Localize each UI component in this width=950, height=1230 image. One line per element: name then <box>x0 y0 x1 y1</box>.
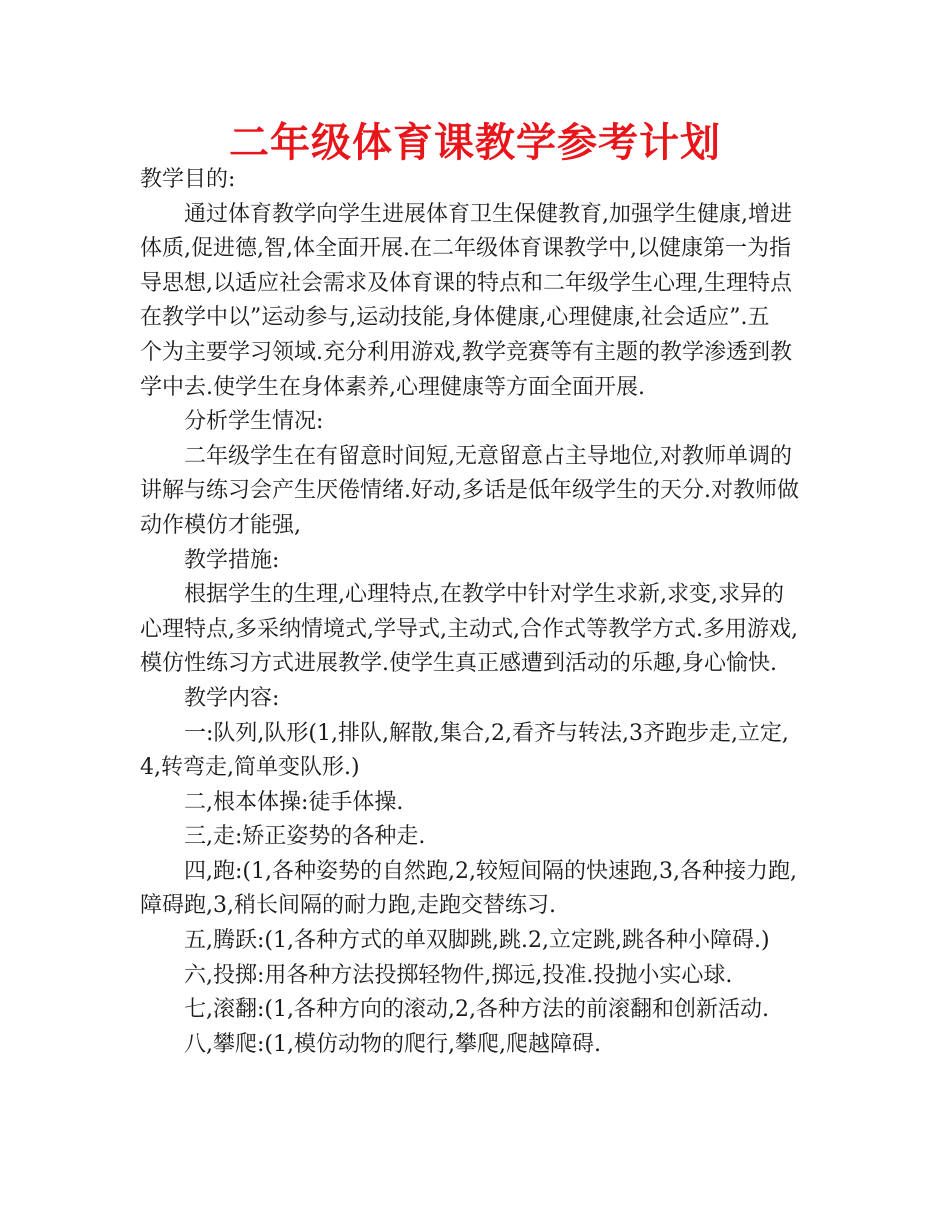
page-title: 二年级体育课教学参考计划 <box>229 120 721 166</box>
text-line: 心理特点,多采纳情境式,学导式,主动式,合作式等教学方式.多用游戏, <box>140 616 798 642</box>
text-line: 模仿性练习方式进展教学.使学生真正感遭到活动的乐趣,身心愉快. <box>140 651 777 677</box>
document-body <box>140 163 820 1062</box>
text-line: 教学内容: <box>184 685 280 711</box>
text-line: 八,攀爬:(1,模仿动物的爬行,攀爬,爬越障碍. <box>184 1031 601 1057</box>
text-line: 六,投掷:用各种方法投掷轻物件,掷远,投准.投抛小实心球. <box>184 962 733 988</box>
text-line: 4,转弯走,简单变队形.) <box>140 755 360 781</box>
text-line: 二,根本体操:徒手体操. <box>184 789 404 815</box>
text-line: 在教学中以”运动参与,运动技能,身体健康,心理健康,社会适应”.五 <box>140 305 770 331</box>
text-line: 体质,促进德,智,体全面开展.在二年级体育课教学中,以健康第一为指 <box>140 236 791 262</box>
text-line: 七,滚翻:(1,各种方向的滚动,2,各种方法的前滚翻和创新活动. <box>184 997 769 1023</box>
text-line: 障碍跑,3,稍长间隔的耐力跑,走跑交替练习. <box>140 893 556 919</box>
text-line: 三,走:矫正姿势的各种走. <box>184 824 426 850</box>
text-line: 四,跑:(1,各种姿势的自然跑,2,较短间隔的快速跑,3,各种接力跑, <box>184 858 797 884</box>
text-line: 教学目的: <box>140 167 236 192</box>
text-line: 个为主要学习领域.充分利用游戏,教学竞赛等有主题的教学渗透到教 <box>140 339 792 365</box>
text-line: 通过体育教学向学生进展体育卫生保健教育,加强学生健康,增进 <box>184 201 792 227</box>
text-line: 一:队列,队形(1,排队,解散,集合,2,看齐与转法,3齐跑步走,立定, <box>184 720 789 746</box>
text-line: 导思想,以适应社会需求及体育课的特点和二年级学生心理,生理特点 <box>140 270 792 296</box>
text-line: 根据学生的生理,心理特点,在教学中针对学生求新,求变,求异的 <box>184 582 784 608</box>
text-line: 讲解与练习会产生厌倦情绪.好动,多话是低年级学生的天分.对教师做 <box>140 478 799 504</box>
text-line: 分析学生情况: <box>184 409 324 435</box>
text-line: 五,腾跃:(1,各种方式的单双脚跳,跳.2,立定跳,跳各种小障碍.) <box>184 928 770 954</box>
text-line: 教学措施: <box>184 547 280 573</box>
text-line: 动作模仿才能强, <box>140 512 301 538</box>
text-line: 学中去.使学生在身体素养,心理健康等方面全面开展. <box>140 374 645 400</box>
text-line: 二年级学生在有留意时间短,无意留意占主导地位,对教师单调的 <box>184 443 792 469</box>
